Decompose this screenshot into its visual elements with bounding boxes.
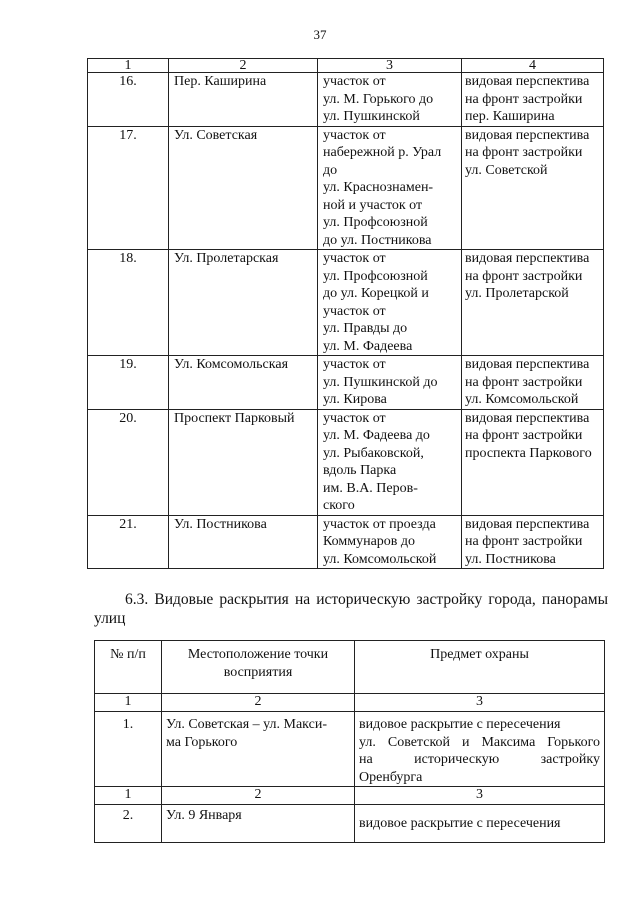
view-openings-table — [94, 640, 605, 843]
table-body — [88, 73, 604, 569]
section-heading — [94, 590, 608, 628]
cell-line: ул. Пушкинской — [323, 109, 420, 124]
cell-line: до — [323, 162, 338, 178]
cell-line: участок от — [323, 303, 386, 319]
location-cell — [162, 712, 355, 787]
cell-line: Коммунаров до — [323, 534, 416, 549]
cell-line: проспекта Паркового — [465, 445, 592, 461]
cell-line: участок от проезда — [323, 516, 436, 532]
cell-line: на фронт застройки — [465, 145, 583, 160]
table-header-row — [95, 641, 605, 694]
cell-line: набережной р. Урал — [323, 145, 442, 160]
street-cell: Проспект Парковый — [169, 409, 318, 515]
row-number: 19. — [88, 356, 169, 410]
cell-line: ной и участок от — [323, 197, 423, 213]
cell-line: ул. Пушкинской до — [323, 374, 438, 390]
protection-cell — [462, 73, 604, 127]
location-cell — [162, 805, 355, 843]
cell-line: ул. Краснознамен- — [323, 180, 434, 195]
cell-line: ул. Правды до — [323, 321, 408, 336]
column-number-2: 2 — [169, 59, 318, 73]
segment-cell — [318, 409, 462, 515]
table-row — [95, 712, 605, 787]
cell-line: ул. Комсомольской — [323, 551, 437, 567]
cell-line: ского — [323, 498, 355, 513]
table-row — [88, 126, 604, 250]
subject-cell — [355, 712, 605, 787]
row-number: 17. — [88, 126, 169, 250]
section-heading-line-2: улиц — [94, 610, 126, 627]
table-row — [88, 409, 604, 515]
table-row — [88, 356, 604, 410]
protection-cell — [462, 409, 604, 515]
cell-line: участок от — [323, 251, 386, 266]
cell-line: видовая перспектива — [465, 251, 590, 266]
column-number-2: 2 — [162, 787, 355, 805]
cell-line: видовая перспектива — [465, 74, 590, 89]
cell-line: видовая перспектива — [465, 357, 590, 372]
header-location-line: Местоположение точки — [187, 647, 329, 662]
table-row — [88, 515, 604, 569]
column-number-3: 3 — [318, 59, 462, 73]
header-number: № п/п — [95, 641, 162, 694]
table-row — [88, 250, 604, 356]
column-number-4: 4 — [462, 59, 604, 73]
column-number-3: 3 — [355, 787, 605, 805]
column-number-1: 1 — [88, 59, 169, 73]
cell-line: Ул. 9 Января — [166, 808, 242, 823]
cell-line: на фронт застройки — [465, 428, 583, 443]
segment-cell — [318, 126, 462, 250]
column-number-3: 3 — [355, 694, 605, 712]
cell-line: ул. Рыбаковской, — [323, 445, 424, 461]
row-number: 1. — [95, 712, 162, 787]
column-number-1: 1 — [95, 787, 162, 805]
table-header-row — [88, 59, 604, 73]
column-number-2: 2 — [162, 694, 355, 712]
cell-line: Оренбурга — [359, 769, 423, 785]
cell-line: участок от — [323, 357, 386, 372]
street-cell: Ул. Советская — [169, 126, 318, 250]
cell-line: им. В.А. Перов- — [323, 480, 418, 496]
protection-cell — [462, 356, 604, 410]
cell-line: на фронт застройки — [465, 268, 583, 284]
cell-line: на историческую застройку — [359, 752, 600, 767]
cell-line: видовая перспектива — [465, 410, 590, 426]
row-number: 21. — [88, 515, 169, 569]
cell-line: участок от — [323, 74, 386, 89]
segment-cell — [318, 515, 462, 569]
cell-line: ул. Кирова — [323, 392, 387, 407]
cell-line: участок от — [323, 410, 386, 426]
cell-line: ул. Комсомольской — [465, 392, 579, 407]
viewpoint-table-continued — [87, 58, 604, 569]
column-number-1: 1 — [95, 694, 162, 712]
segment-cell — [318, 73, 462, 127]
cell-line: ма Горького — [166, 734, 238, 750]
header-location — [162, 641, 355, 694]
section-heading-line-1: 6.3. Видовые раскрытия на историческую застройку города, панорамы — [125, 591, 608, 608]
row-number: 16. — [88, 73, 169, 127]
cell-line: пер. Каширина — [465, 109, 555, 124]
cell-line: ул. Советской и Максима Горького — [359, 734, 600, 750]
column-numbers-row — [95, 694, 605, 712]
table-row — [95, 805, 605, 843]
street-cell: Ул. Постникова — [169, 515, 318, 569]
cell-line: вдоль Парка — [323, 463, 397, 478]
cell-line: ул. М. Фадеева до — [323, 428, 430, 443]
cell-line: на фронт застройки — [465, 534, 583, 549]
column-numbers-row — [95, 787, 605, 805]
street-cell: Пер. Каширина — [169, 73, 318, 127]
segment-cell — [318, 250, 462, 356]
cell-line: участок от — [323, 127, 386, 143]
cell-line: Ул. Советская – ул. Макси- — [166, 717, 327, 732]
row-number: 18. — [88, 250, 169, 356]
cell-line: ул. М. Фадеева — [323, 338, 413, 354]
segment-cell — [318, 356, 462, 410]
street-cell: Ул. Комсомольская — [169, 356, 318, 410]
row-number: 2. — [95, 805, 162, 843]
cell-line: на фронт застройки — [465, 374, 583, 390]
page-number: 37 — [313, 27, 327, 42]
row-number: 20. — [88, 409, 169, 515]
cell-line: ул. Профсоюзной — [323, 268, 428, 284]
cell-line: до ул. Постникова — [323, 232, 432, 248]
cell-line: видовая перспектива — [465, 516, 590, 532]
cell-line: ул. М. Горького до — [323, 91, 434, 107]
table-row — [88, 73, 604, 127]
cell-line: ул. Пролетарской — [465, 286, 569, 301]
protection-cell — [462, 126, 604, 250]
street-cell: Ул. Пролетарская — [169, 250, 318, 356]
cell-line: ул. Постникова — [465, 551, 556, 567]
protection-cell — [462, 515, 604, 569]
cell-line: ул. Советской — [465, 162, 548, 178]
cell-line: ул. Профсоюзной — [323, 215, 428, 230]
cell-line: видовое раскрытие с пересечения — [359, 816, 561, 831]
protection-cell — [462, 250, 604, 356]
cell-line: видовое раскрытие с пересечения — [359, 717, 561, 732]
subject-cell — [355, 805, 605, 843]
header-subject: Предмет охраны — [355, 641, 605, 694]
cell-line: до ул. Корецкой и — [323, 286, 429, 301]
header-location-line: восприятия — [223, 664, 293, 680]
cell-line: на фронт застройки — [465, 91, 583, 107]
cell-line: видовая перспектива — [465, 127, 590, 143]
